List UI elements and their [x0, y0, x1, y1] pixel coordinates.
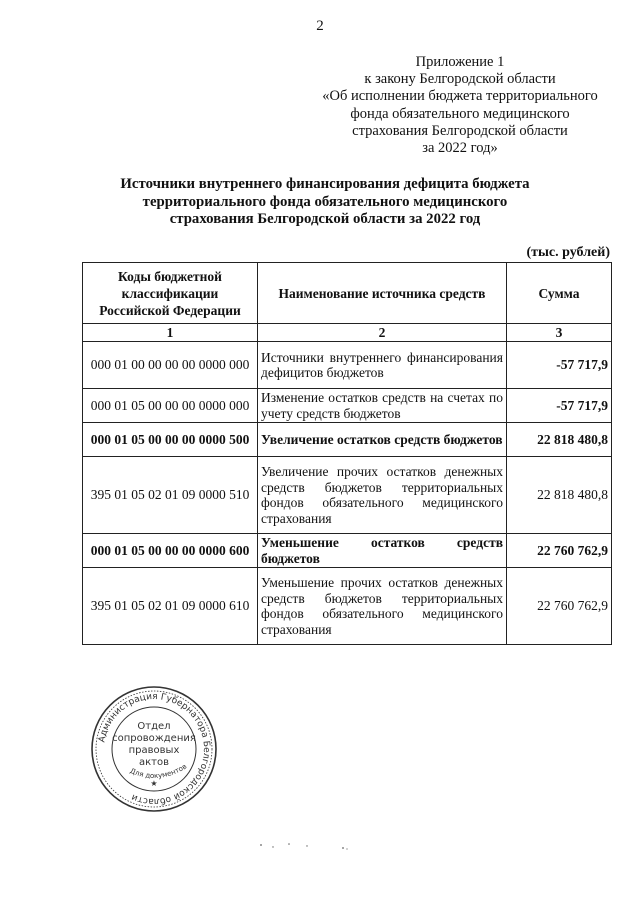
title-line: Источники внутреннего финансирования дефицита бюджета	[120, 176, 530, 192]
appendix-line: «Об исполнении бюджета территориального	[322, 88, 598, 105]
appendix-line: страхования Белгородской области	[352, 122, 568, 139]
column-number: 3	[507, 324, 612, 342]
speck	[306, 845, 307, 846]
table-row	[83, 423, 612, 457]
scan-specks	[255, 835, 375, 855]
row-sum: 22 760 762,9	[507, 568, 612, 645]
official-stamp	[90, 685, 218, 813]
stamp-inner-line: Отдел	[137, 721, 171, 732]
table-row	[83, 457, 612, 534]
document-title	[90, 176, 560, 229]
row-name: Уменьшение прочих остатков денежных средств бюджетов территориальных фондов обязательного медицинского страхования	[258, 568, 507, 645]
row-code: 395 01 05 02 01 09 0000 510	[83, 457, 258, 534]
row-name: Изменение остатков средств на счетах по учету средств бюджетов	[258, 389, 507, 423]
stamp-ring-text: Администрация Губернатора Белгородской области	[97, 691, 212, 807]
row-sum: -57 717,9	[507, 342, 612, 389]
stamp-bottom-text: Для документов	[128, 762, 189, 781]
table-row	[83, 568, 612, 645]
speck	[342, 847, 344, 849]
header-codes: Коды бюджетной классификации Российской Федерации	[83, 263, 258, 324]
row-name: Уменьшение остатков средств бюджетов	[258, 534, 507, 568]
row-sum: 22 760 762,9	[507, 534, 612, 568]
header-sum: Сумма	[507, 263, 612, 324]
row-name: Увеличение остатков средств бюджетов	[258, 423, 507, 457]
stamp-inner-line: актов	[138, 757, 170, 768]
table-row	[83, 342, 612, 389]
page-number: 2	[316, 18, 324, 34]
header-name: Наименование источника средств	[258, 263, 507, 324]
table-header-row	[83, 263, 612, 324]
column-number: 1	[83, 324, 258, 342]
stamp-inner-line: правовых	[128, 745, 180, 756]
row-name: Увеличение прочих остатков денежных средств бюджетов территориальных фондов обязательного медицинского страхования	[258, 457, 507, 534]
table-row	[83, 389, 612, 423]
appendix-line: к закону Белгородской области	[364, 71, 556, 88]
table-row	[83, 534, 612, 568]
row-sum: 22 818 480,8	[507, 423, 612, 457]
appendix-line: фонда обязательного медицинского	[350, 105, 570, 122]
column-number: 2	[258, 324, 507, 342]
title-line: страхования Белгородской области за 2022 год	[169, 211, 481, 227]
row-code: 000 01 00 00 00 00 0000 000	[83, 342, 258, 389]
speck	[288, 843, 290, 845]
row-code: 000 01 05 00 00 00 0000 000	[83, 389, 258, 423]
row-name: Источники внутреннего финансирования дефицитов бюджетов	[258, 342, 507, 389]
appendix-line: за 2022 год»	[422, 140, 498, 157]
stamp-inner-line: сопровождения	[112, 733, 196, 744]
row-code: 000 01 05 00 00 00 0000 600	[83, 534, 258, 568]
speck	[260, 844, 262, 846]
row-sum: -57 717,9	[507, 389, 612, 423]
stamp-star-icon: ★	[150, 779, 158, 788]
row-sum: 22 818 480,8	[507, 457, 612, 534]
row-code: 000 01 05 00 00 00 0000 500	[83, 423, 258, 457]
sources-table	[82, 262, 612, 645]
row-code: 395 01 05 02 01 09 0000 610	[83, 568, 258, 645]
column-number-row	[83, 324, 612, 342]
appendix-header	[300, 54, 620, 157]
title-line: территориального фонда обязательного медицинского	[142, 193, 508, 210]
speck	[346, 848, 347, 849]
appendix-line: Приложение 1	[415, 54, 505, 70]
units-label: (тыс. рублей)	[526, 245, 610, 260]
speck	[272, 846, 273, 847]
